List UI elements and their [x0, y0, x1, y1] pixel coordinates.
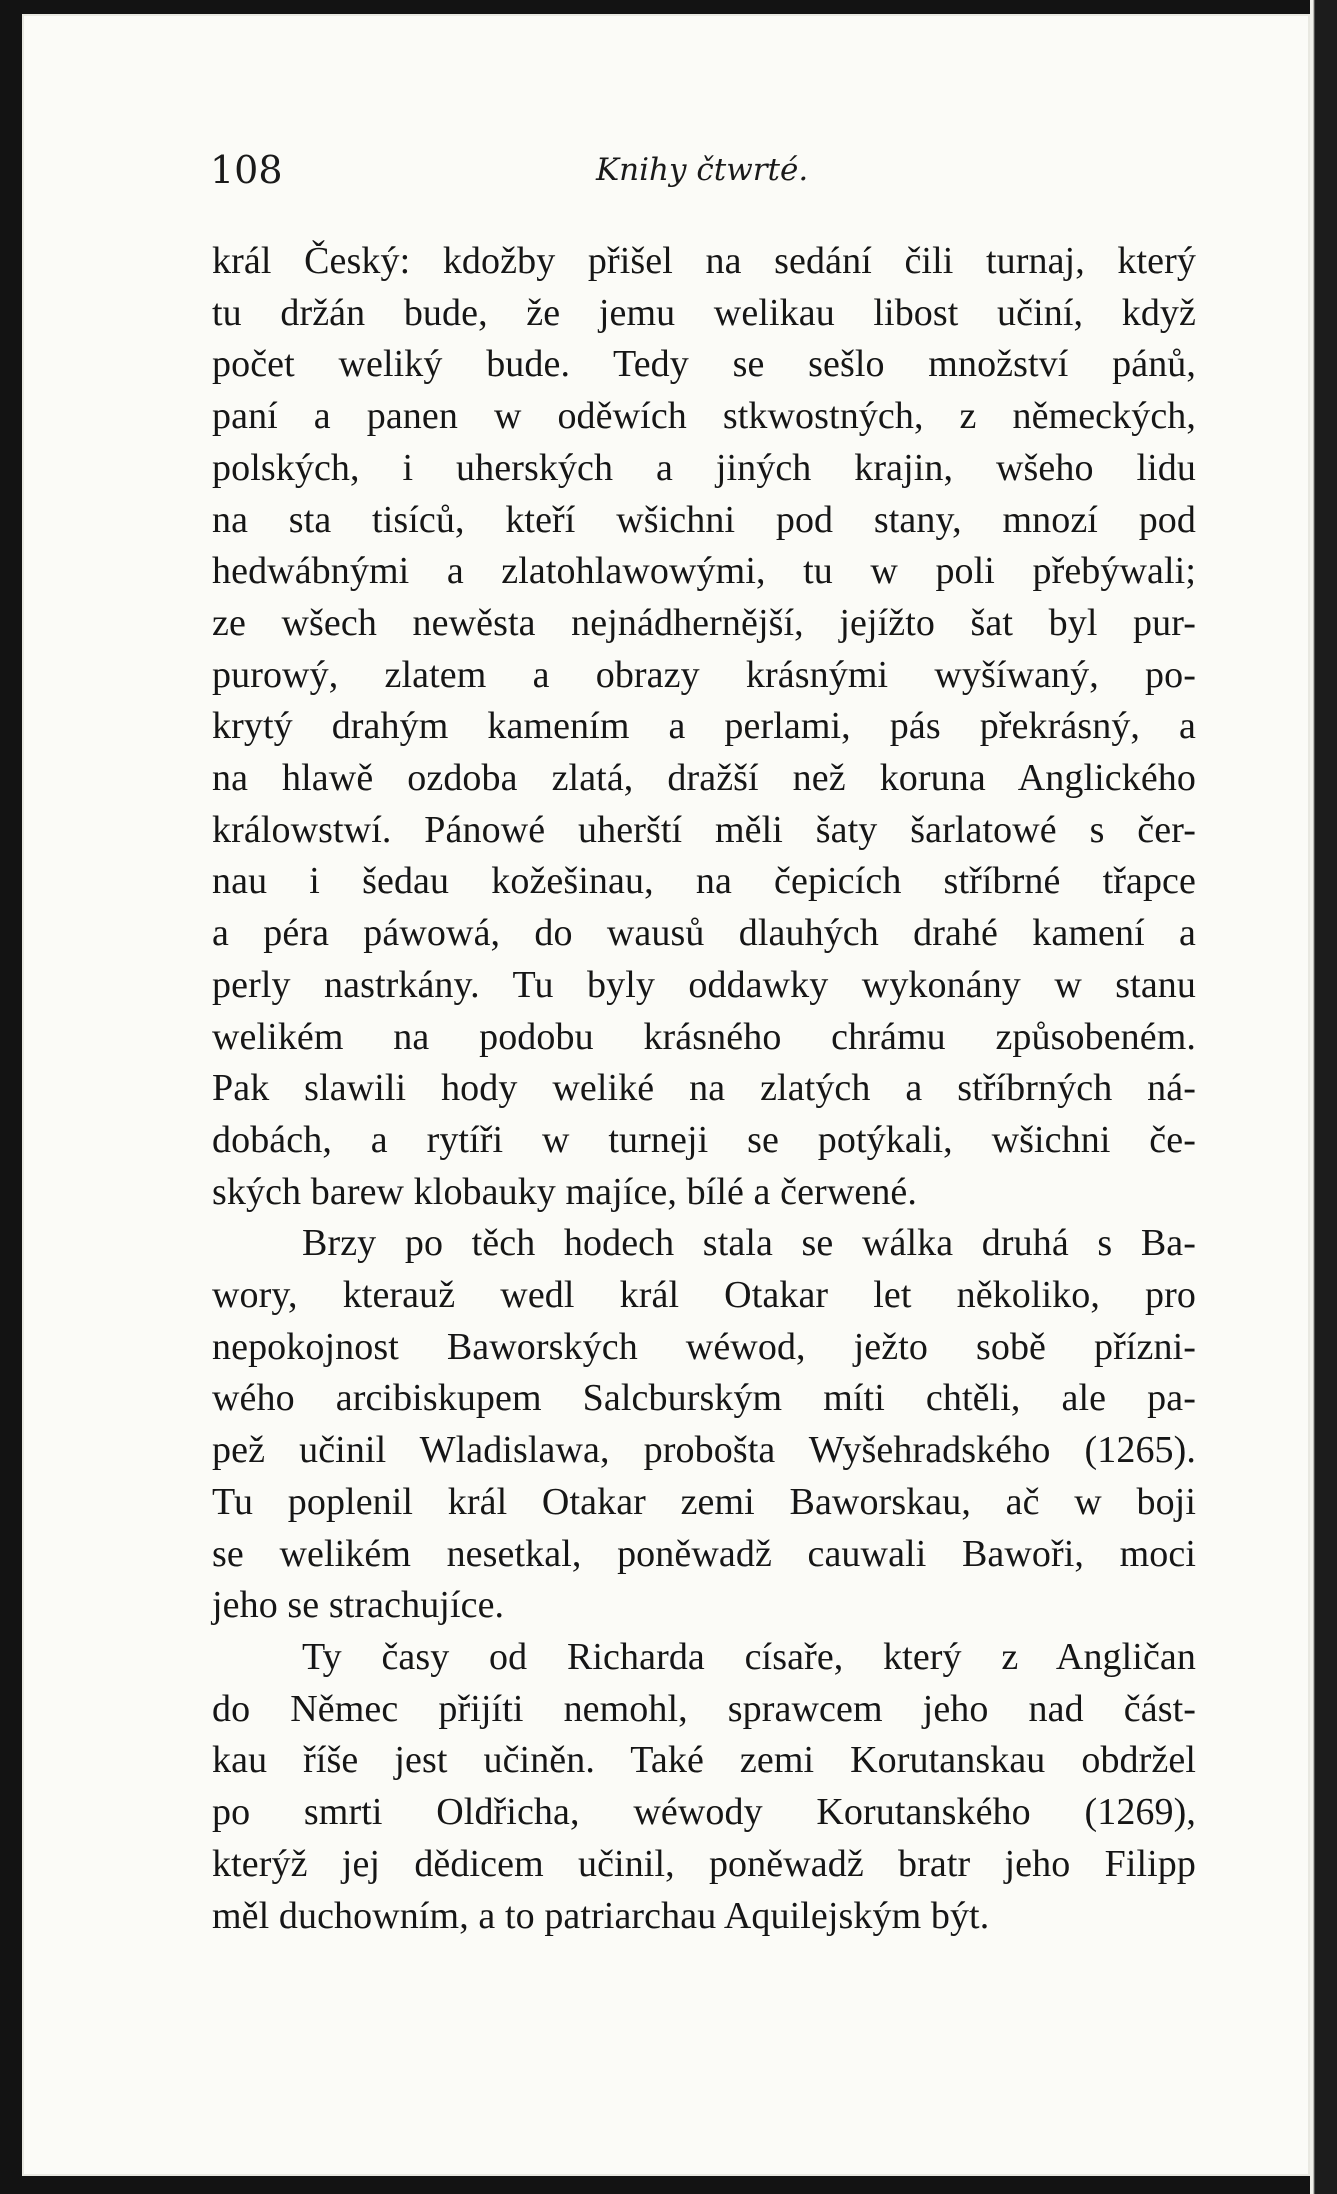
page-header [210, 148, 1120, 198]
text-line: Pak slawili hody weliké na zlatých a stříbrných ná- [212, 1067, 1196, 1110]
text-line: na sta tisíců, kteří wšichni pod stany, mnozí pod [212, 498, 1196, 541]
text-line: na hlawě ozdoba zlatá, dražší než koruna Anglického [212, 757, 1196, 800]
text-line: perly nastrkány. Tu byly oddawky wykonány w stanu [212, 963, 1196, 1006]
page-number: 108 [210, 148, 283, 192]
text-line: paní a panen w oděwích stkwostných, z německých, [212, 395, 1196, 438]
text-line: polských, i uherských a jiných krajin, wšeho lidu [212, 446, 1196, 489]
text-line: nau i šedau kožešinau, na čepicích stříbrné třapce [212, 860, 1196, 903]
text-line: wého arcibiskupem Salcburským míti chtěli, ale pa- [212, 1377, 1196, 1420]
text-line: ských barew klobauky majíce, bílé a čerwené. [212, 1170, 917, 1213]
text-line: král Český: kdožby přišel na sedání čili turnaj, který [212, 240, 1196, 282]
text-line: ze wšech newěsta nejnádhernější, jejížto šat byl pur- [212, 601, 1196, 644]
text-line: po smrti Oldřicha, wéwody Korutanského (1269), [212, 1791, 1196, 1834]
text-line: nepokojnost Baworských wéwod, ježto sobě přízni- [212, 1325, 1196, 1368]
text-line: králowstwí. Pánowé uherští měli šaty šarlatowé s čer- [212, 808, 1196, 851]
text-line: jeho se strachujíce. [212, 1584, 505, 1627]
text-line: hedwábnými a zlatohlawowými, tu w poli přebýwali; [212, 550, 1196, 593]
text-line: kterýž jej dědicem učinil, poněwadž bratr jeho Filipp [212, 1842, 1196, 1885]
page-edge [1310, 0, 1337, 2194]
text-line: wory, kterauž wedl král Otakar let několiko, pro [212, 1274, 1196, 1317]
paragraph [212, 1632, 1196, 1942]
text-line: Tu poplenil král Otakar zemi Baworskau, ač w boji [212, 1480, 1196, 1523]
text-line: Ty časy od Richarda císaře, který z Angličan [302, 1635, 1196, 1678]
text-line: pež učinil Wladislawa, probošta Wyšehradského (1265). [212, 1429, 1196, 1472]
text-line: purowý, zlatem a obrazy krásnými wyšíwaný, po- [212, 653, 1196, 696]
text-line: počet weliký bude. Tedy se sešlo množství pánů, [212, 343, 1196, 386]
running-head: Knihy čtwrté. [596, 152, 809, 188]
text-line: Brzy po těch hodech stala se wálka druhá s Ba- [302, 1222, 1196, 1265]
text-line: a péra páwowá, do wausů dlauhých drahé kamení a [212, 912, 1196, 955]
paragraph [212, 1218, 1196, 1632]
text-line: kau říše jest učiněn. Také zemi Korutanskau obdržel [212, 1739, 1196, 1782]
text-line: welikém na podobu krásného chrámu způsobeném. [212, 1015, 1196, 1058]
text-line: tu držán bude, že jemu welikau libost učiní, když [212, 291, 1196, 334]
text-line: dobách, a rytíři w turneji se potýkali, wšichni če- [212, 1118, 1196, 1161]
paragraph [212, 236, 1196, 1218]
body-text [212, 236, 1196, 1942]
text-line: se welikém nesetkal, poněwadž cauwali Bawoři, moci [212, 1532, 1196, 1575]
text-line: měl duchowním, a to patriarchau Aquilejským být. [212, 1894, 990, 1937]
text-line: krytý drahým kamením a perlami, pás překrásný, a [212, 705, 1196, 748]
text-line: do Němec přijíti nemohl, sprawcem jeho nad část- [212, 1687, 1196, 1730]
